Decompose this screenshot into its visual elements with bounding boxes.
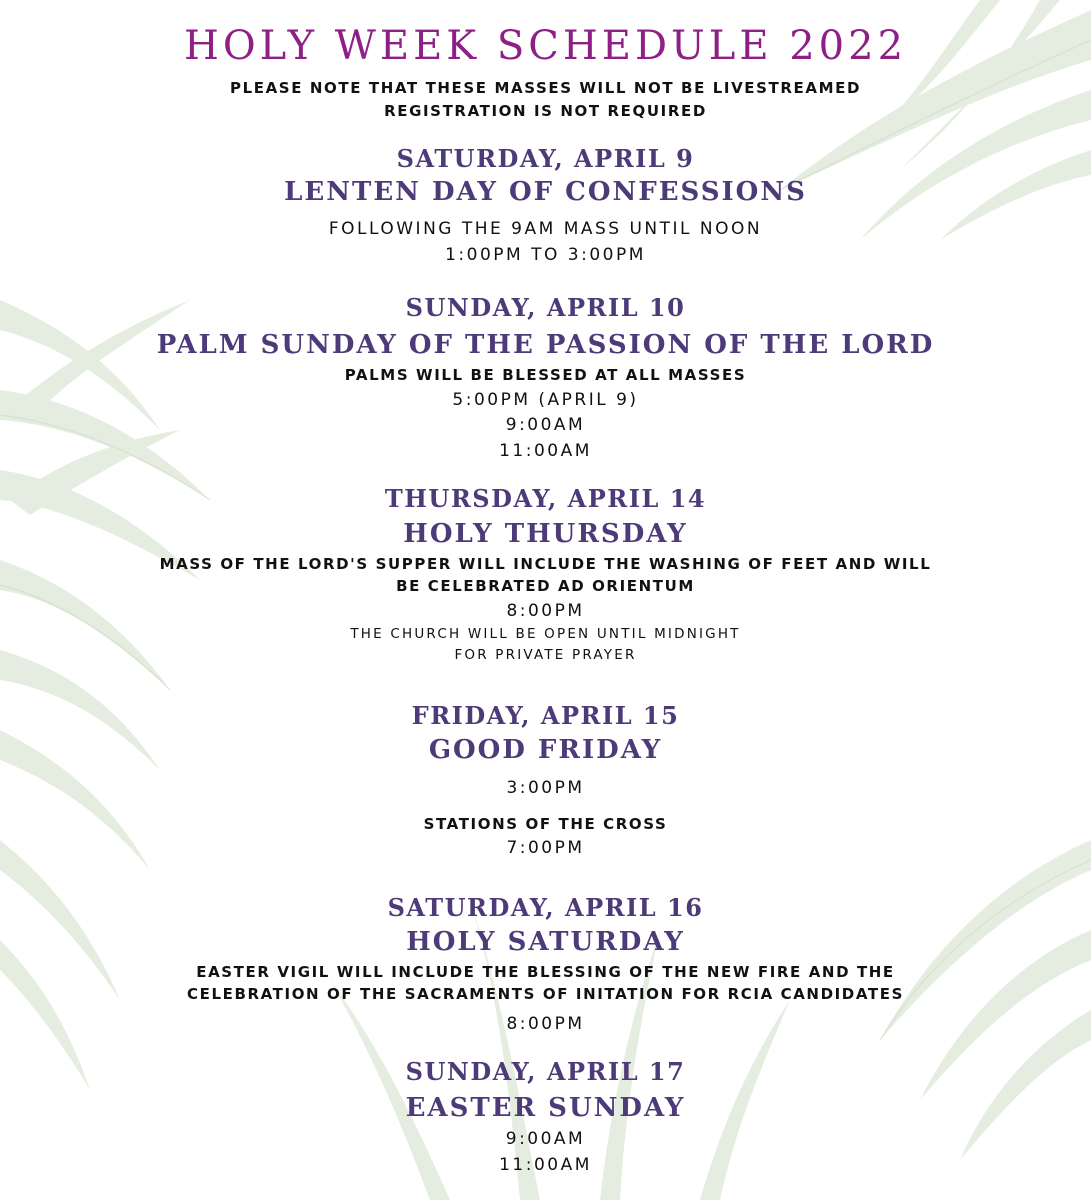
lords-supper-note: BE CELEBRATED AD ORIENTUM xyxy=(396,577,695,595)
time-line: 8:00PM xyxy=(506,1014,585,1034)
time-line: 11:00AM xyxy=(499,441,592,461)
date-heading-apr9: SATURDAY, APRIL 9 xyxy=(396,144,695,173)
date-heading-apr14: THURSDAY, APRIL 14 xyxy=(384,484,707,513)
time-line: 3:00PM xyxy=(506,778,585,798)
event-heading-good-friday: GOOD FRIDAY xyxy=(428,735,663,765)
event-heading-confessions: LENTEN DAY OF CONFESSIONS xyxy=(284,177,807,207)
easter-vigil-note: EASTER VIGIL WILL INCLUDE THE BLESSING OF THE NEW FIRE AND THE xyxy=(196,963,895,981)
date-heading-apr15: FRIDAY, APRIL 15 xyxy=(411,701,680,730)
event-heading-holy-thursday: HOLY THURSDAY xyxy=(403,519,688,549)
time-line: 7:00PM xyxy=(506,838,585,858)
time-line: 1:00PM TO 3:00PM xyxy=(445,245,646,265)
time-line: 11:00AM xyxy=(499,1155,592,1175)
time-line: 5:00PM (APRIL 9) xyxy=(452,390,639,410)
easter-vigil-note: CELEBRATION OF THE SACRAMENTS OF INITATION FOR RCIA CANDIDATES xyxy=(187,985,904,1003)
date-heading-apr17: SUNDAY, APRIL 17 xyxy=(405,1057,686,1086)
date-heading-apr10: SUNDAY, APRIL 10 xyxy=(405,293,686,322)
time-line: 9:00AM xyxy=(505,415,586,435)
time-line: 9:00AM xyxy=(505,1129,586,1149)
event-heading-holy-saturday: HOLY SATURDAY xyxy=(406,927,685,957)
church-open-note: THE CHURCH WILL BE OPEN UNTIL MIDNIGHT xyxy=(350,626,741,642)
registration-notice: REGISTRATION IS NOT REQUIRED xyxy=(384,102,707,120)
event-heading-palm-sunday: PALM SUNDAY OF THE PASSION OF THE LORD xyxy=(156,330,935,360)
stations-label: STATIONS OF THE CROSS xyxy=(423,815,668,833)
time-line: FOLLOWING THE 9AM MASS UNTIL NOON xyxy=(328,219,763,239)
time-line: 8:00PM xyxy=(506,601,585,621)
date-heading-apr16: SATURDAY, APRIL 16 xyxy=(387,893,704,922)
livestream-notice: PLEASE NOTE THAT THESE MASSES WILL NOT BE LIVESTREAMED xyxy=(230,79,861,97)
page-title: HOLY WEEK SCHEDULE 2022 xyxy=(183,23,908,69)
church-open-note: FOR PRIVATE PRAYER xyxy=(454,647,637,663)
palms-note: PALMS WILL BE BLESSED AT ALL MASSES xyxy=(344,366,747,384)
lords-supper-note: MASS OF THE LORD'S SUPPER WILL INCLUDE THE WASHING OF FEET AND WILL xyxy=(159,555,932,573)
event-heading-easter-sunday: EASTER SUNDAY xyxy=(405,1093,686,1123)
